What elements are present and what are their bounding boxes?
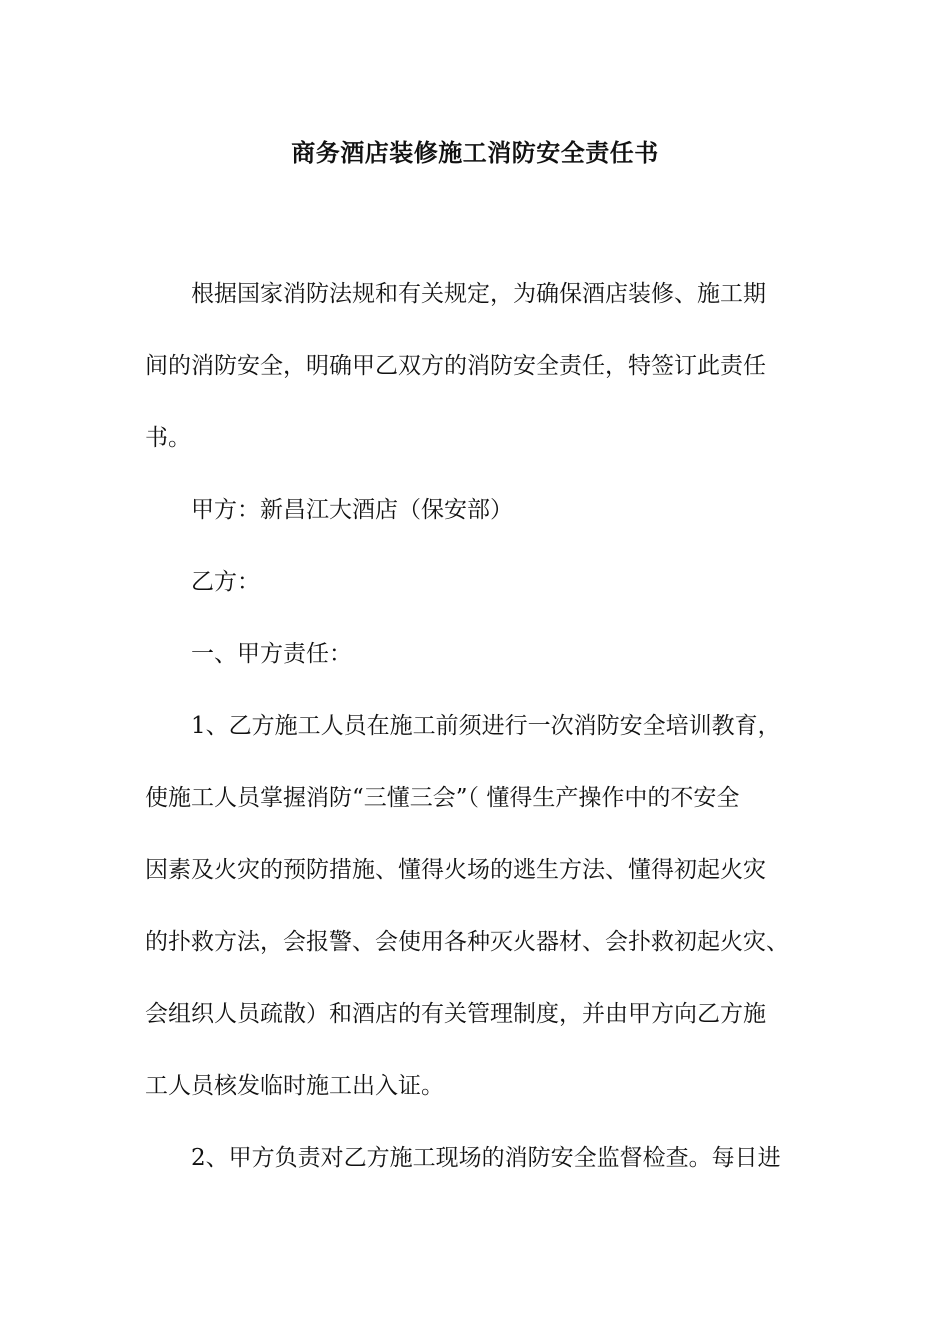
document-body xyxy=(145,258,815,1194)
text-line: 书。 xyxy=(145,425,191,451)
text-line: 甲方：新昌江大酒店（保安部） xyxy=(191,497,513,523)
paragraph-party-a xyxy=(145,474,815,546)
text-line: 1、乙方施工人员在施工前须进行一次消防安全培训教育， xyxy=(191,713,781,739)
text-line: 2、甲方负责对乙方施工现场的消防安全监督检查。每日进 xyxy=(191,1145,781,1171)
section-heading-party-a-duties xyxy=(145,618,815,690)
paragraph-item-1 xyxy=(145,690,815,1122)
text-line: 使施工人员掌握消防“三懂三会”（ 懂得生产操作中的不安全 xyxy=(145,785,740,811)
text-line: 一、甲方责任： xyxy=(191,641,352,667)
paragraph-intro xyxy=(145,258,815,474)
text-line: 因素及火灾的预防措施、懂得火场的逃生方法、懂得初起火灾 xyxy=(145,857,766,883)
paragraph-item-2 xyxy=(145,1122,815,1194)
document-title: 商务酒店装修施工消防安全责任书 xyxy=(291,138,659,167)
text-line: 会组织人员疏散）和酒店的有关管理制度，并由甲方向乙方施 xyxy=(145,1001,766,1027)
text-line: 工人员核发临时施工出入证。 xyxy=(145,1073,444,1099)
paragraph-party-b xyxy=(145,546,815,618)
text-line: 间的消防安全，明确甲乙双方的消防安全责任，特签订此责任 xyxy=(145,353,766,379)
text-line: 的扑救方法，会报警、会使用各种灭火器材、会扑救初起火灾、 xyxy=(145,929,789,955)
text-line: 根据国家消防法规和有关规定，为确保酒店装修、施工期 xyxy=(191,281,766,307)
text-line: 乙方： xyxy=(191,569,260,595)
